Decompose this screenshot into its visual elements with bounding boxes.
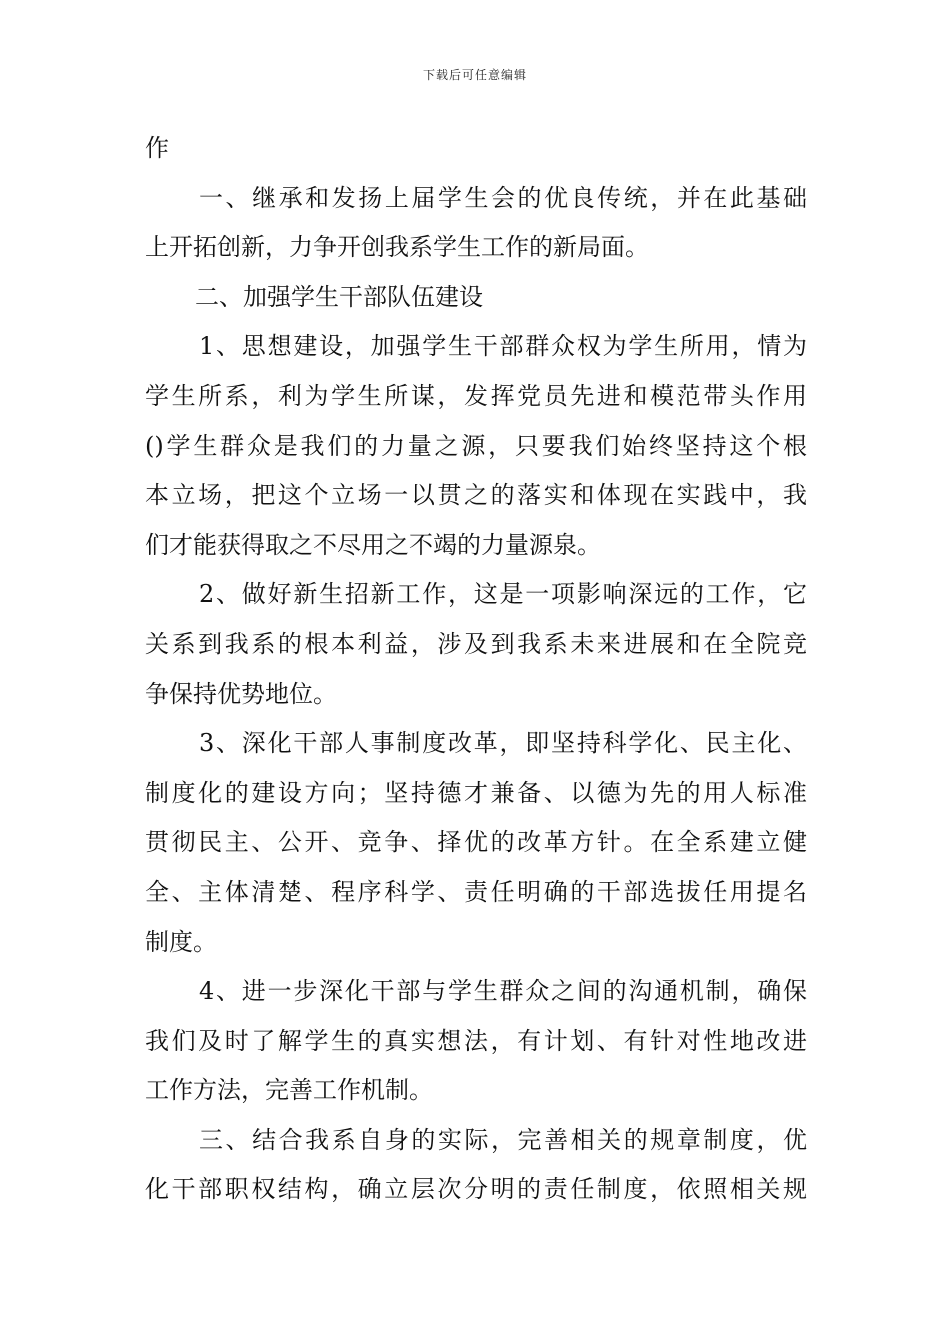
header-note: 下载后可任意编辑 <box>422 68 527 82</box>
text-line: 制度。 <box>145 927 217 956</box>
text-line: 们才能获得取之不尽用之不竭的力量源泉。 <box>145 530 601 559</box>
text-line: ()学生群众是我们的力量之源，只要我们始终坚持这个根 <box>145 431 807 460</box>
text-line: 全、主体清楚、程序科学、责任明确的干部选拔任用提名 <box>145 877 807 906</box>
text-line: 我们及时了解学生的真实想法，有计划、有针对性地改进 <box>145 1026 807 1055</box>
text-line: 争保持优势地位。 <box>145 679 337 708</box>
paragraph-heading-2: 二、加强学生干部队伍建设 <box>195 282 483 311</box>
paragraph-item-1: 1、思想建设，加强学生干部群众权为学生所用，情为 <box>199 332 807 361</box>
text-line: 制度化的建设方向；坚持德才兼备、以德为先的用人标准 <box>145 778 807 807</box>
text-line: 学生所系，利为学生所谋，发挥党员先进和模范带头作用 <box>145 381 807 410</box>
paragraph-item-2: 2、做好新生招新工作，这是一项影响深远的工作，它 <box>199 580 807 609</box>
paragraph-heading-1: 一、继承和发扬上届学生会的优良传统，并在此基础 <box>199 183 807 212</box>
paragraph-item-4: 4、进一步深化干部与学生群众之间的沟通机制，确保 <box>199 977 807 1006</box>
text-line: 作 <box>145 134 169 162</box>
text-line: 工作方法，完善工作机制。 <box>145 1076 433 1105</box>
paragraph-heading-3: 三、结合我系自身的实际，完善相关的规章制度，优 <box>199 1125 807 1154</box>
text-line: 关系到我系的根本利益，涉及到我系未来进展和在全院竞 <box>145 629 807 658</box>
text-line: 本立场，把这个立场一以贯之的落实和体现在实践中，我 <box>145 481 807 510</box>
body-text <box>145 124 807 1215</box>
paragraph-item-3: 3、深化干部人事制度改革，即坚持科学化、民主化、 <box>199 729 807 758</box>
text-line: 贯彻民主、公开、竞争、择优的改革方针。在全系建立健 <box>145 828 807 857</box>
text-line: 上开拓创新，力争开创我系学生工作的新局面。 <box>145 233 649 262</box>
text-line: 化干部职权结构，确立层次分明的责任制度，依照相关规 <box>145 1175 807 1204</box>
